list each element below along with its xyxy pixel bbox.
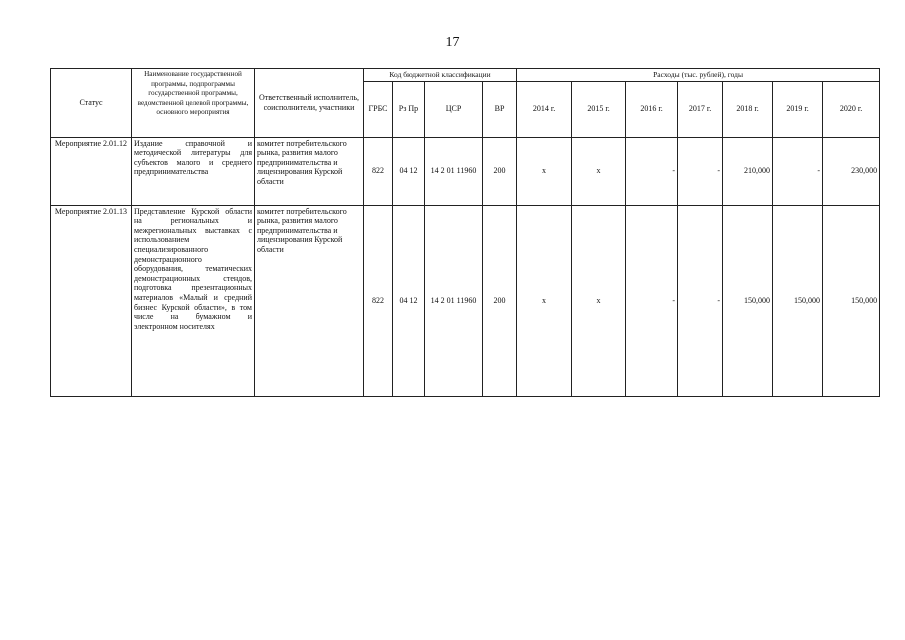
- cell-2014: x: [517, 205, 572, 396]
- cell-executor: комитет потребительского рынка, развития малого предпринимательства и лицензирования Курской области: [255, 205, 364, 396]
- cell-2020: 150,000: [823, 205, 880, 396]
- cell-status: Мероприятие 2.01.13: [51, 205, 132, 396]
- cell-2017: -: [678, 205, 723, 396]
- cell-name: Издание справочной и методической литературы для субъектов малого и среднего предпринимательства: [132, 137, 255, 205]
- table-row: [51, 137, 880, 205]
- page-number: 17: [445, 35, 460, 50]
- cell-rzpr: 04 12: [393, 205, 425, 396]
- cell-2016: -: [626, 137, 678, 205]
- cell-csr: 14 2 01 11960: [425, 205, 483, 396]
- header-year-2016: 2016 г.: [626, 81, 678, 137]
- header-row-group: [51, 69, 880, 82]
- cell-name: Представление Курской области на региональных и межрегиональных выставках с использованием специализированного демонстрационного оборудования, тематических демонстрационных стендов, подготовка презентационных материалов «Малый и средний бизнес Курской области», в том числе на бумажном и электронном носителях: [132, 205, 255, 396]
- header-year-2015: 2015 г.: [572, 81, 626, 137]
- cell-status: Мероприятие 2.01.12: [51, 137, 132, 205]
- header-expenses: Расходы (тыс. рублей), годы: [517, 69, 880, 82]
- cell-2016: -: [626, 205, 678, 396]
- cell-2018: 150,000: [723, 205, 773, 396]
- cell-2019: 150,000: [773, 205, 823, 396]
- header-grbs: ГРБС: [364, 81, 393, 137]
- cell-2019: -: [773, 137, 823, 205]
- header-year-2019: 2019 г.: [773, 81, 823, 137]
- header-executor: Ответственный исполнитель, соисполнители, участники: [255, 69, 364, 138]
- header-year-2020: 2020 г.: [823, 81, 880, 137]
- cell-2018: 210,000: [723, 137, 773, 205]
- header-rzpr: Рз Пр: [393, 81, 425, 137]
- cell-2014: x: [517, 137, 572, 205]
- cell-2017: -: [678, 137, 723, 205]
- header-year-2017: 2017 г.: [678, 81, 723, 137]
- cell-rzpr: 04 12: [393, 137, 425, 205]
- header-name: Наименование государственной программы, подпрограммы государственной программы, ведомственной целевой программы, основного мероприятия: [132, 69, 255, 138]
- cell-2015: x: [572, 137, 626, 205]
- cell-grbs: 822: [364, 137, 393, 205]
- cell-csr: 14 2 01 11960: [425, 137, 483, 205]
- cell-2015: x: [572, 205, 626, 396]
- cell-vr: 200: [483, 205, 517, 396]
- budget-table: [50, 68, 880, 397]
- header-year-2018: 2018 г.: [723, 81, 773, 137]
- header-vr: ВР: [483, 81, 517, 137]
- header-year-2014: 2014 г.: [517, 81, 572, 137]
- header-csr: ЦСР: [425, 81, 483, 137]
- table-row: [51, 205, 880, 396]
- cell-vr: 200: [483, 137, 517, 205]
- cell-2020: 230,000: [823, 137, 880, 205]
- header-status: Статус: [51, 69, 132, 138]
- header-budget-code: Код бюджетной классификации: [364, 69, 517, 82]
- cell-executor: комитет потребительского рынка, развития малого предпринимательства и лицензирования Курской области: [255, 137, 364, 205]
- cell-grbs: 822: [364, 205, 393, 396]
